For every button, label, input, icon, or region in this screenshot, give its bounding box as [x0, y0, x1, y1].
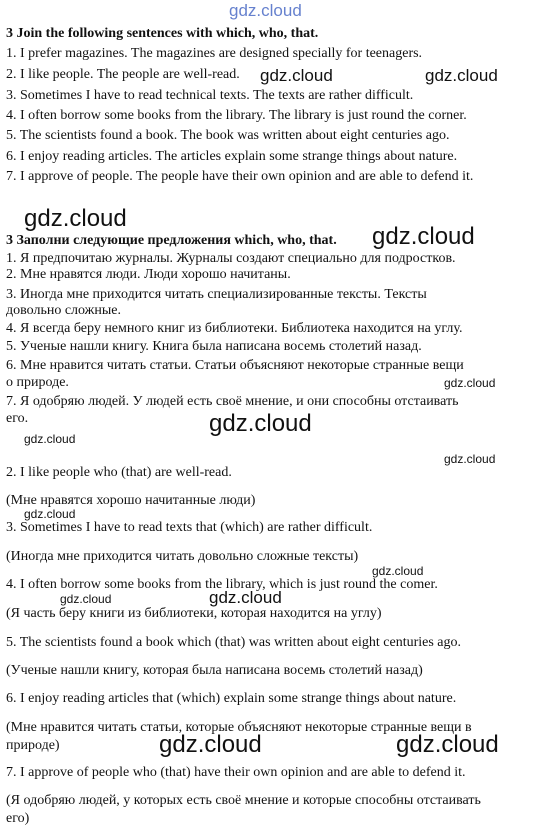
russian-task-item-3-line-1: 3. Иногда мне приходится читать специализированные тексты. Тексты	[6, 287, 427, 302]
russian-task-title: 3 Заполни следующие предложения which, who, that.	[6, 233, 337, 248]
answer-3-english: 3. Sometimes I have to read texts that (which) are rather difficult.	[6, 520, 373, 535]
answer-7-translation: (Я одобряю людей, у которых есть своё мнение и которые способны отстаивать его)	[6, 793, 481, 826]
english-task-item-6: 6. I enjoy reading articles. The articles explain some strange things about nature.	[6, 149, 458, 164]
watermark: gdz.cloud	[425, 66, 498, 85]
watermark: gdz.cloud	[24, 432, 76, 446]
russian-task-item-2: 2. Мне нравятся люди. Люди хорошо начитаны.	[6, 267, 291, 282]
russian-task-item-3-line-2: довольно сложные.	[6, 303, 121, 318]
answer-5-english: 5. The scientists found a book which (that) was written about eight centuries ago.	[6, 635, 462, 650]
english-task-item-2: 2. I like people. The people are well-read.	[6, 67, 240, 82]
english-task-title: 3 Join the following sentences with which, who, that.	[6, 26, 319, 41]
answer-6-english: 6. I enjoy reading articles that (which) explain some strange things about nature.	[6, 691, 457, 706]
russian-task-item-5: 5. Ученые нашли книгу. Книга была написана восемь столетий назад.	[6, 339, 422, 354]
russian-task-item-1: 1. Я предпочитаю журналы. Журналы создают специально для подростков.	[6, 251, 456, 266]
english-task-item-1: 1. I prefer magazines. The magazines are designed specially for teenagers.	[6, 46, 423, 61]
russian-task-item-6-line-2: о природе.	[6, 375, 69, 390]
watermark: gdz.cloud	[372, 223, 475, 250]
watermark: gdz.cloud	[444, 376, 496, 390]
answer-2-english: 2. I like people who (that) are well-read.	[6, 465, 232, 480]
watermark: gdz.cloud	[444, 452, 496, 466]
answer-5-translation: (Ученые нашли книгу, которая была написана восемь столетий назад)	[6, 663, 423, 678]
watermark: gdz.cloud	[159, 731, 262, 758]
russian-task-item-7-line-1: 7. Я одобряю людей. У людей есть своё мнение, и они способны отстаивать	[6, 394, 459, 409]
answer-6-translation: (Мне нравится читать статьи, которые объясняют некоторые странные вещи в природе)	[6, 720, 472, 753]
watermark: gdz.cloud	[24, 205, 127, 232]
top-watermark: gdz.cloud	[229, 1, 302, 20]
watermark: gdz.cloud	[260, 66, 333, 85]
watermark: gdz.cloud	[24, 507, 76, 521]
english-task-item-4: 4. I often borrow some books from the library. The library is just round the corner.	[6, 108, 467, 123]
answer-2-translation: (Мне нравятся хорошо начитанные люди)	[6, 493, 256, 508]
watermark: gdz.cloud	[60, 592, 112, 606]
english-task-item-5: 5. The scientists found a book. The book was written about eight centuries ago.	[6, 128, 450, 143]
russian-task-item-4: 4. Я всегда беру немного книг из библиотеки. Библиотека находится на углу.	[6, 321, 463, 336]
russian-task-item-7-line-2: его.	[6, 411, 29, 426]
answer-7-english: 7. I approve of people who (that) have their own opinion and are able to defend it.	[6, 765, 466, 780]
watermark: gdz.cloud	[209, 588, 282, 607]
answer-4-translation: (Я часть беру книги из библиотеки, которая находится на углу)	[6, 606, 382, 621]
russian-task-item-6-line-1: 6. Мне нравится читать статьи. Статьи объясняют некоторые странные вещи	[6, 358, 464, 373]
answer-3-translation: (Иногда мне приходится читать довольно сложные тексты)	[6, 549, 359, 564]
english-task-item-3: 3. Sometimes I have to read technical texts. The texts are rather difficult.	[6, 88, 414, 103]
watermark: gdz.cloud	[209, 410, 312, 437]
watermark: gdz.cloud	[372, 564, 424, 578]
watermark: gdz.cloud	[396, 731, 499, 758]
answer-4-english: 4. I often borrow some books from the library, which is just round the comer.	[6, 577, 438, 592]
english-task-item-7: 7. I approve of people. The people have their own opinion and are able to defend it.	[6, 169, 474, 184]
